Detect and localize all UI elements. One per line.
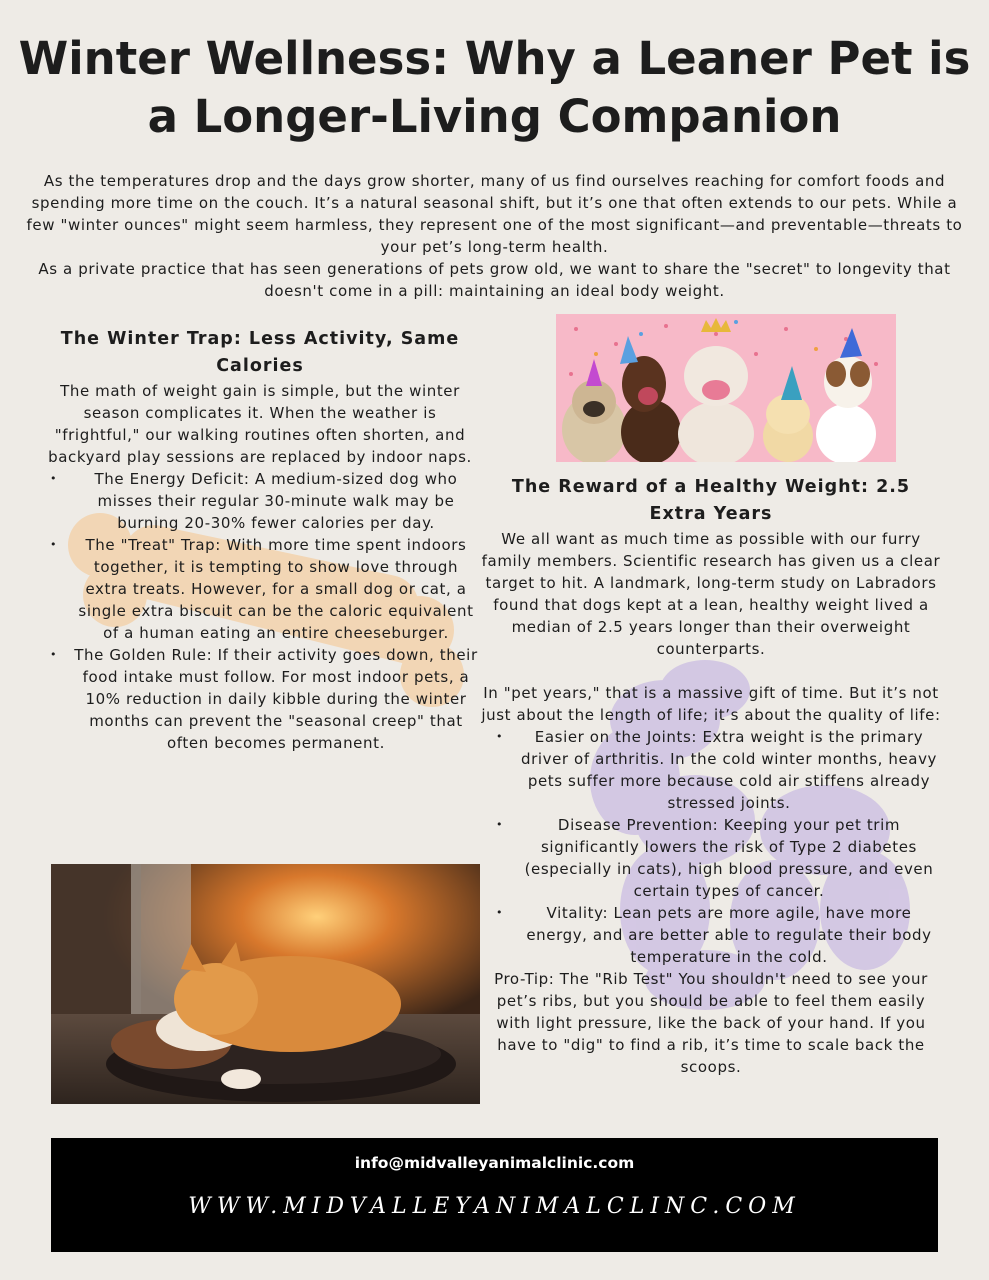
list-item: • The Energy Deficit: A medium-sized dog who misses their regular 30-minute walk may be burning 20-30% fewer calories per day.	[72, 468, 480, 534]
healthy-weight-section	[480, 474, 942, 1078]
list-item: • Vitality: Lean pets are more agile, have more energy, and are better able to regulate their body temperature in the cold.	[518, 902, 940, 968]
website-link[interactable]: WWW.MIDVALLEYANIMALCLINC.COM	[188, 1194, 801, 1219]
contact-email[interactable]: info@midvalleyanimalclinic.com	[354, 1154, 635, 1172]
list-item: • The "Treat" Trap: With more time spent indoors together, it is tempting to show love through extra treats. However, for a small dog or cat, a single extra biscuit can be the caloric equivalent of a human eating an entire cheeseburger.	[72, 534, 480, 644]
pro-tip: Pro-Tip: The "Rib Test" You shouldn't need to see your pet’s ribs, but you should be able to feel them easily with light pressure, like the back of your hand. If you have to "dig" to find a rib, it’s time to scale back the scoops.	[494, 970, 928, 1076]
healthy-weight-list	[480, 726, 942, 968]
winter-trap-paragraph: The math of weight gain is simple, but the winter season complicates it. When the weather is "frightful," our walking routines often shorten, and backyard play sessions are replaced by indoor naps.	[48, 382, 472, 466]
list-item: • The Golden Rule: If their activity goes down, their food intake must follow. For most indoor pets, a 10% reduction in daily kibble during the winter months can prevent the "seasonal creep" that often becomes permanent.	[72, 644, 480, 754]
healthy-weight-heading: The Reward of a Healthy Weight: 2.5 Extra Years	[511, 477, 911, 524]
page-title: Winter Wellness: Why a Leaner Pet is a Longer-Living Companion	[18, 32, 971, 143]
winter-trap-section	[40, 326, 480, 754]
intro-paragraph-2: As a private practice that has seen generations of pets grow old, we want to share the "secret" to longevity that doesn't come in a pill: maintaining an ideal body weight.	[38, 260, 951, 300]
cat-dog-fireplace-image	[51, 864, 480, 1104]
winter-trap-list	[40, 468, 480, 754]
list-item: • Easier on the Joints: Extra weight is the primary driver of arthritis. In the cold winter months, heavy pets suffer more because cold air stiffens already stressed joints.	[518, 726, 940, 814]
contact-footer	[51, 1138, 938, 1252]
healthy-weight-paragraph-2: In "pet years," that is a massive gift of time. But it’s not just about the length of life; it’s about the quality of life:	[481, 684, 941, 724]
winter-trap-heading: The Winter Trap: Less Activity, Same Calories	[60, 329, 460, 376]
party-dogs-image	[556, 314, 896, 462]
intro-paragraph-1: As the temperatures drop and the days grow shorter, many of us find ourselves reaching for comfort foods and spending more time on the couch. It’s a natural seasonal shift, but it’s one that often extends to our pets. While a few "winter ounces" might seem harmless, they represent one of the most significant—and preventable—threats to your pet’s long-term health.	[26, 172, 963, 256]
intro	[20, 170, 969, 302]
list-item: • Disease Prevention: Keeping your pet trim significantly lowers the risk of Type 2 diabetes (especially in cats), high blood pressure, and even certain types of cancer.	[518, 814, 940, 902]
healthy-weight-paragraph-1: We all want as much time as possible with our furry family members. Scientific research has given us a clear target to hit. A landmark, long-term study on Labradors found that dogs kept at a lean, healthy weight lived a median of 2.5 years longer than their overweight counterparts.	[481, 530, 941, 658]
